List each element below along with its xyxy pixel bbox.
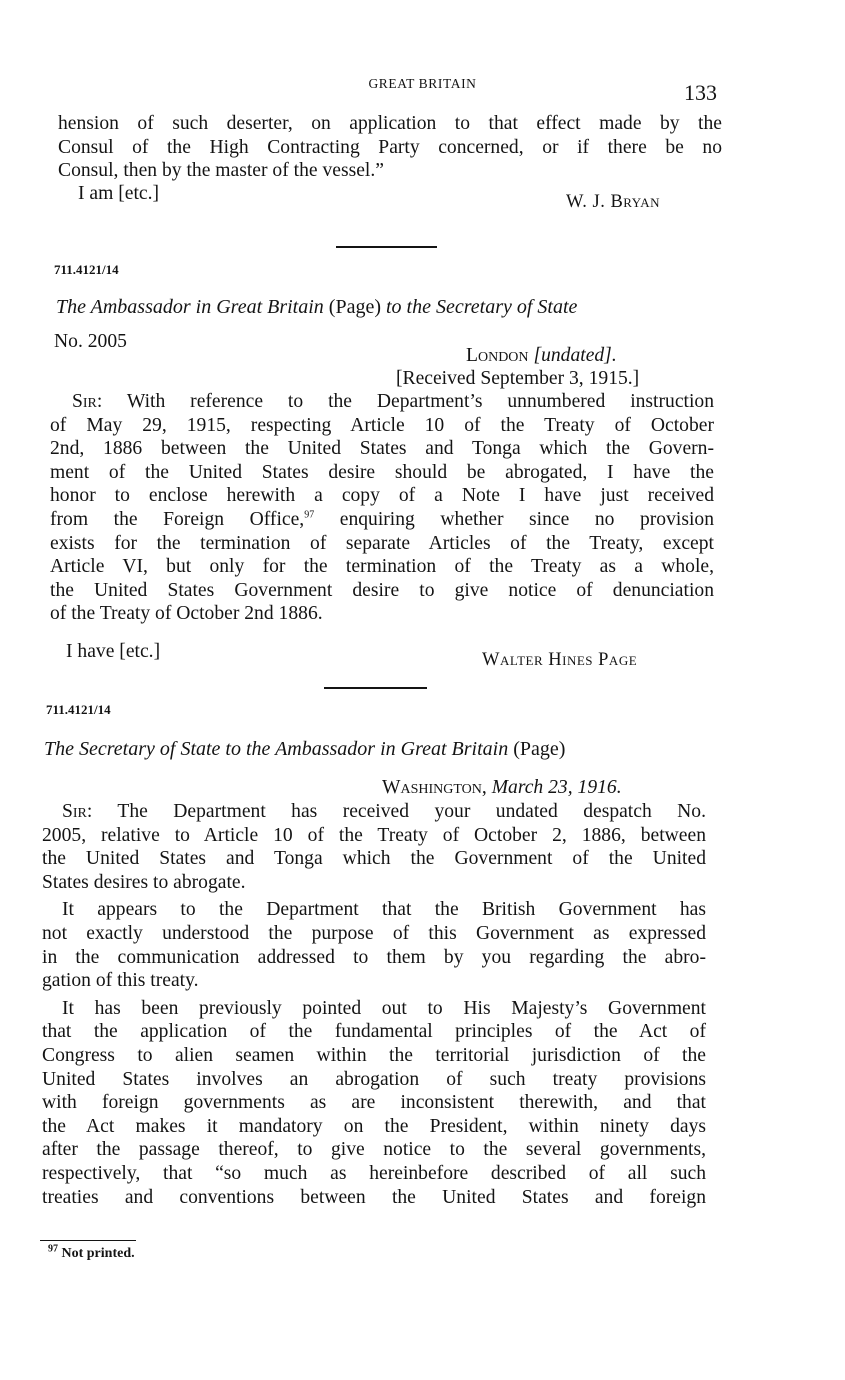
footnote-marker: 97 [48, 1243, 58, 1255]
salutation: Sir: [62, 801, 93, 822]
heading-from: The Ambassador in Great Britain [56, 296, 324, 318]
letter-body [42, 800, 706, 1209]
text-line: Consul of the High Contracting Party concerned, or if there be no [58, 136, 722, 158]
place: London [466, 345, 529, 366]
text-line: from the Foreign Office,$^{97}$ enquiring whether since no provision [50, 508, 714, 530]
running-title: GREAT BRITAIN [368, 76, 477, 91]
text-line: that the application of the fundamental principles of the Act of [42, 1021, 706, 1043]
closing: I have [etc.] [66, 641, 161, 662]
text-line: United States involves an abrogation of such treaty provisions [42, 1068, 706, 1090]
text-line: Sir: With reference to the Department’s unnumbered instruction [72, 391, 714, 412]
despatch-number: No. 2005 [54, 331, 127, 352]
continuation-closing: I am [etc.] [78, 183, 160, 204]
received-date: [Received September 3, 1915.] [396, 368, 640, 389]
text-line: 2005, relative to Article 10 of the Treaty of October 2, 1886, between [42, 824, 706, 846]
section-divider [336, 246, 437, 248]
salutation: Sir: [72, 391, 103, 412]
text-line: the United States and Tonga which the Government of the United [42, 848, 706, 870]
text-line: of May 29, 1915, respecting Article 10 of the Treaty of October [50, 414, 714, 436]
text-line: after the passage thereof, to give notice to the several governments, [42, 1139, 706, 1161]
place-date [382, 776, 622, 800]
footnote [48, 1243, 135, 1262]
text-line: hension of such deserter, on application to that effect made by the [58, 113, 722, 134]
place: Washington, [382, 777, 487, 798]
text-line: with foreign governments as are inconsistent therewith, and that [42, 1092, 706, 1114]
text-line: respectively, that “so much as hereinbefore described of all such [42, 1162, 706, 1184]
text-line: Congress to alien seamen within the territorial jurisdiction of the [42, 1044, 706, 1066]
document-heading [56, 296, 718, 319]
text-line: Sir: The Department has received your undated despatch No. [62, 801, 707, 822]
text-line: Article VI, but only for the termination of the Treaty as a whole, [50, 556, 714, 578]
file-number: 711.4121/14 [46, 702, 111, 717]
text-line: treaties and conventions between the United States and foreign [42, 1186, 706, 1208]
continuation-signature: W. J. Bryan [566, 192, 660, 212]
text-line: of the Treaty of October 2nd 1886. [50, 603, 323, 625]
heading-name: (Page) [328, 296, 381, 318]
date: March 23, 1916. [491, 777, 622, 798]
section-divider [324, 687, 427, 689]
place-date [466, 344, 617, 368]
text-line: Consul, then by the master of the vessel.” [58, 160, 384, 182]
date: [undated]. [533, 345, 617, 366]
text-line: the United States Government desire to give notice of denunciation [50, 579, 714, 601]
continuation-text [58, 112, 722, 183]
text-line: the Act makes it mandatory on the President, within ninety days [42, 1115, 706, 1137]
text-line: 2nd, 1886 between the United States and Tonga which the Govern- [50, 438, 714, 460]
file-number: 711.4121/14 [54, 262, 119, 277]
heading-name: (Page) [513, 738, 566, 760]
text-line: in the communication addressed to them by you regarding the abro- [42, 946, 706, 968]
page-number: 133 [684, 80, 717, 105]
footnote-rule [40, 1240, 136, 1241]
text-line: exists for the termination of separate Articles of the Treaty, except [50, 532, 714, 554]
document-heading [44, 738, 565, 761]
signature: Walter Hines Page [482, 650, 638, 670]
text-line: gation of this treaty. [42, 970, 199, 992]
text-line: States desires to abrogate. [42, 871, 246, 893]
text-line: not exactly understood the purpose of this Government as expressed [42, 922, 706, 944]
text-line: ment of the United States desire should be abrogated, I have the [50, 461, 714, 483]
text-line: It has been previously pointed out to His Majesty’s Government [62, 997, 706, 1019]
heading-to: to the Secretary of State [386, 296, 578, 318]
text-line: honor to enclose herewith a copy of a Note I have just received [50, 485, 714, 507]
heading-from: The Secretary of State to the Ambassador in Great Britain [44, 738, 509, 760]
text-line: It appears to the Department that the British Government has [62, 899, 706, 921]
letter-body [50, 390, 714, 626]
footnote-ref: 97 [304, 509, 315, 521]
footnote-text: Not printed. [61, 1246, 135, 1261]
